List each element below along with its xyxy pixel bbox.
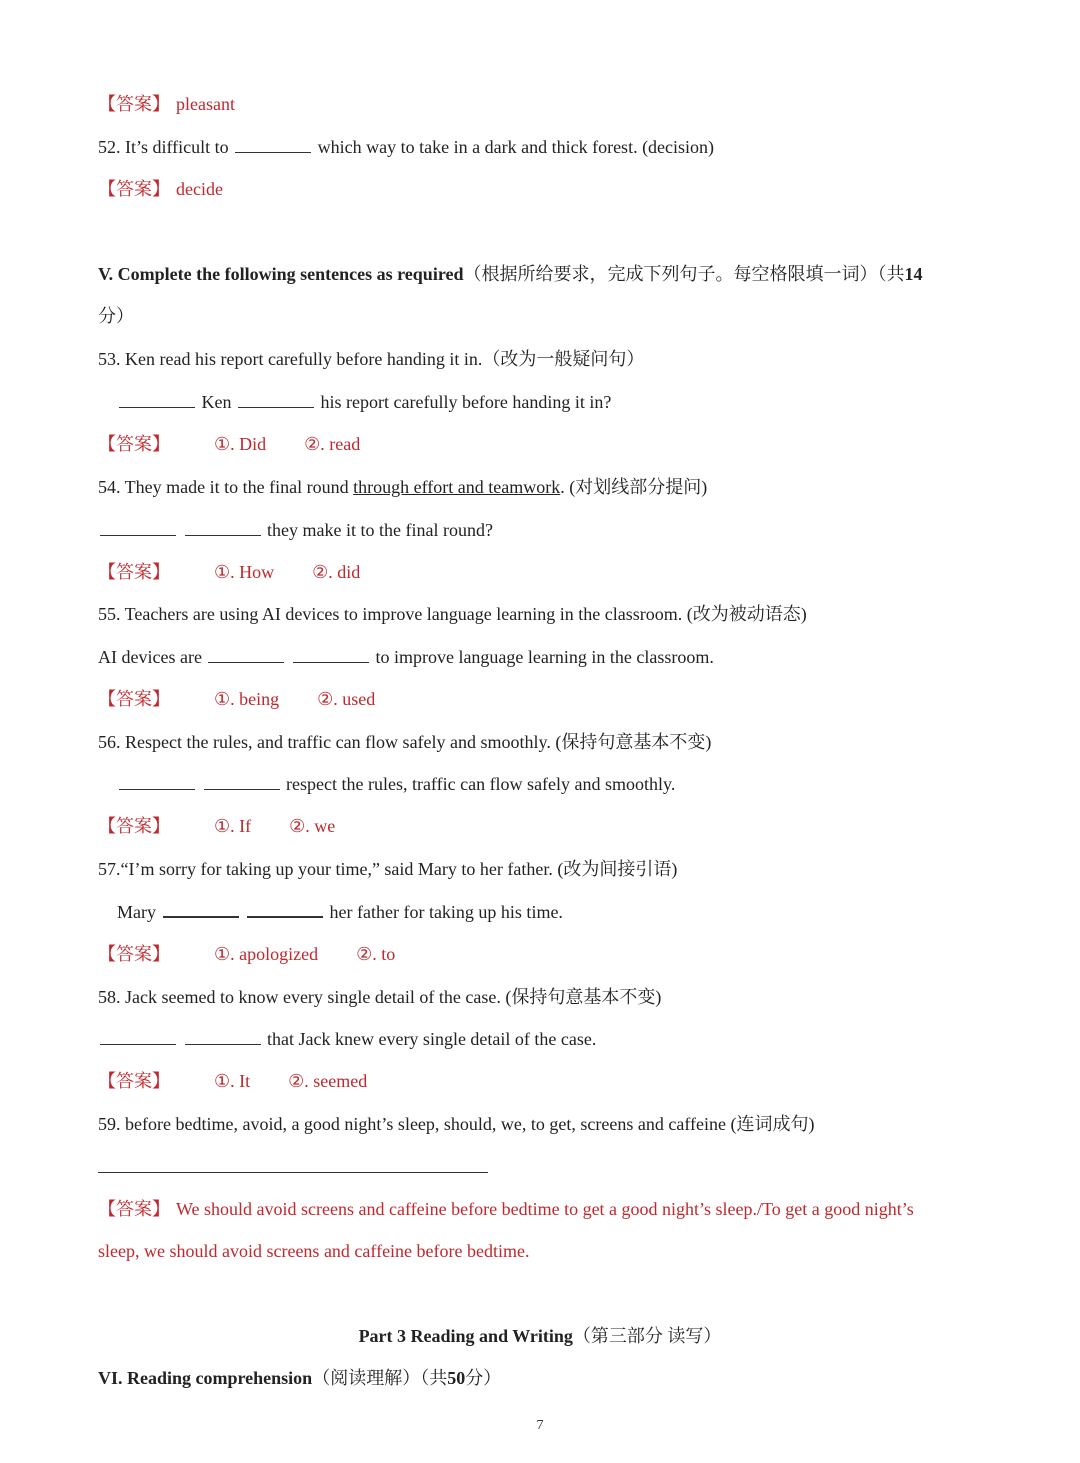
- fill-text: they make it to the final round?: [267, 520, 493, 540]
- section-note: （根据所给要求，完成下列句子。每空格限填一词）（共: [463, 264, 905, 284]
- answer-blank: [185, 519, 261, 536]
- q53-fill: [117, 390, 1040, 414]
- question-text: 54. They made it to the final round: [98, 477, 349, 497]
- q53-question: [98, 347, 1040, 371]
- answer-2: ②. we: [289, 816, 336, 836]
- answer-2: ②. to: [356, 944, 396, 964]
- q54-answer: [98, 560, 1040, 584]
- fill-text: Ken: [201, 392, 232, 412]
- q57-answer: [98, 942, 1040, 966]
- answer-1: ①. It: [214, 1071, 251, 1091]
- q52-answer: [98, 177, 1040, 201]
- section-note: （阅读理解）（共: [312, 1368, 448, 1388]
- q54-question: [98, 475, 1040, 499]
- answer-blank: [293, 646, 369, 663]
- fill-text: Mary: [117, 902, 156, 922]
- answer-1: ①. If: [214, 816, 252, 836]
- section-points: 14: [904, 264, 923, 284]
- part-title: Part 3 Reading and Writing: [358, 1326, 573, 1346]
- answer-1: ①. apologized: [214, 944, 319, 964]
- section-5-heading-cont: [98, 304, 1040, 328]
- question-text: 53. Ken read his report carefully before handing it in.（改为一般疑问句）: [98, 349, 645, 369]
- section-unit: 分）: [98, 306, 134, 326]
- underlined-phrase: through effort and teamwork: [353, 477, 561, 497]
- question-text: . (对划线部分提问): [560, 477, 708, 497]
- answer-1: ①. being: [214, 689, 280, 709]
- q54-fill: [98, 518, 1040, 542]
- answer-bracket: 【答案】: [98, 179, 170, 199]
- q53-answer: [98, 432, 1040, 456]
- answer-2: ②. seemed: [288, 1071, 368, 1091]
- answer-blank: [235, 136, 311, 153]
- q57-question: [98, 857, 1040, 881]
- answer-bracket: 【答案】: [98, 562, 170, 582]
- answer-2: ②. read: [304, 434, 361, 454]
- answer-blank: [119, 391, 195, 408]
- answer-1: ①. Did: [214, 434, 267, 454]
- q58-fill: [98, 1027, 1040, 1051]
- answer-bracket: 【答案】: [98, 689, 170, 709]
- q59-answer: [98, 1197, 1040, 1221]
- section-6-heading: [98, 1366, 1040, 1390]
- answer-bracket: 【答案】: [98, 816, 170, 836]
- answer-blank: [100, 519, 176, 536]
- answer-blank: [185, 1028, 261, 1045]
- part-3-heading: [0, 1324, 1080, 1348]
- answer-text: pleasant: [176, 94, 235, 114]
- answer-2: ②. did: [312, 562, 361, 582]
- fill-text: her father for taking up his time.: [329, 902, 563, 922]
- answer-blank-long: [98, 1172, 488, 1173]
- answer-text: sleep, we should avoid screens and caffeine before bedtime.: [98, 1241, 530, 1261]
- q59-question: [98, 1112, 1040, 1136]
- question-text: 56. Respect the rules, and traffic can flow safely and smoothly. (保持句意基本不变): [98, 732, 712, 752]
- q59-answer-cont: [98, 1239, 1040, 1263]
- q58-answer: [98, 1069, 1040, 1093]
- q55-answer: [98, 687, 1040, 711]
- answer-blank: [163, 900, 239, 918]
- answer-blank: [204, 773, 280, 790]
- part-title-cn: （第三部分 读写）: [572, 1326, 722, 1346]
- fill-text: AI devices are: [98, 647, 202, 667]
- answer-bracket: 【答案】: [98, 94, 170, 114]
- answer-bracket: 【答案】: [98, 1199, 170, 1219]
- fill-text: respect the rules, traffic can flow safely and smoothly.: [286, 774, 676, 794]
- question-text: 55. Teachers are using AI devices to improve language learning in the classroom. (改为被动语态): [98, 604, 807, 624]
- q56-fill: [117, 772, 1040, 796]
- q52-question: [98, 135, 1040, 159]
- fill-text: his report carefully before handing it in?: [320, 392, 612, 412]
- answer-blank: [208, 646, 284, 663]
- answer-1: ①. How: [214, 562, 275, 582]
- q56-answer: [98, 814, 1040, 838]
- question-text: 59. before bedtime, avoid, a good night’s sleep, should, we, to get, screens and caffeine (连词成句): [98, 1114, 815, 1134]
- answer-blank: [247, 900, 323, 918]
- q56-question: [98, 730, 1040, 754]
- question-text: 52. It’s difficult to: [98, 137, 229, 157]
- question-text: 58. Jack seemed to know every single detail of the case. (保持句意基本不变): [98, 987, 662, 1007]
- question-text: which way to take in a dark and thick forest. (decision): [317, 137, 715, 157]
- section-unit: 分）: [465, 1368, 502, 1388]
- answer-text: We should avoid screens and caffeine before bedtime to get a good night’s sleep./To get a good night’s: [176, 1199, 914, 1219]
- question-text: 57.“I’m sorry for taking up your time,” said Mary to her father. (改为间接引语): [98, 859, 678, 879]
- section-points: 50: [447, 1368, 466, 1388]
- answer-blank: [119, 773, 195, 790]
- answer-blank: [238, 391, 314, 408]
- q58-question: [98, 985, 1040, 1009]
- section-5-heading: [98, 262, 1040, 286]
- answer-bracket: 【答案】: [98, 434, 170, 454]
- answer-bracket: 【答案】: [98, 944, 170, 964]
- q57-fill: [117, 900, 1040, 924]
- fill-text: to improve language learning in the classroom.: [375, 647, 714, 667]
- answer-bracket: 【答案】: [98, 1071, 170, 1091]
- section-title: VI. Reading comprehension: [98, 1368, 313, 1388]
- q55-question: [98, 602, 1040, 626]
- answer-2: ②. used: [317, 689, 376, 709]
- section-title: V. Complete the following sentences as required: [98, 264, 464, 284]
- answer-blank: [100, 1028, 176, 1045]
- fill-text: that Jack knew every single detail of the case.: [267, 1029, 597, 1049]
- q55-fill: [98, 645, 1040, 669]
- answer-text: decide: [176, 179, 223, 199]
- q51-answer: [98, 92, 1040, 116]
- page-number: 7: [536, 1418, 544, 1433]
